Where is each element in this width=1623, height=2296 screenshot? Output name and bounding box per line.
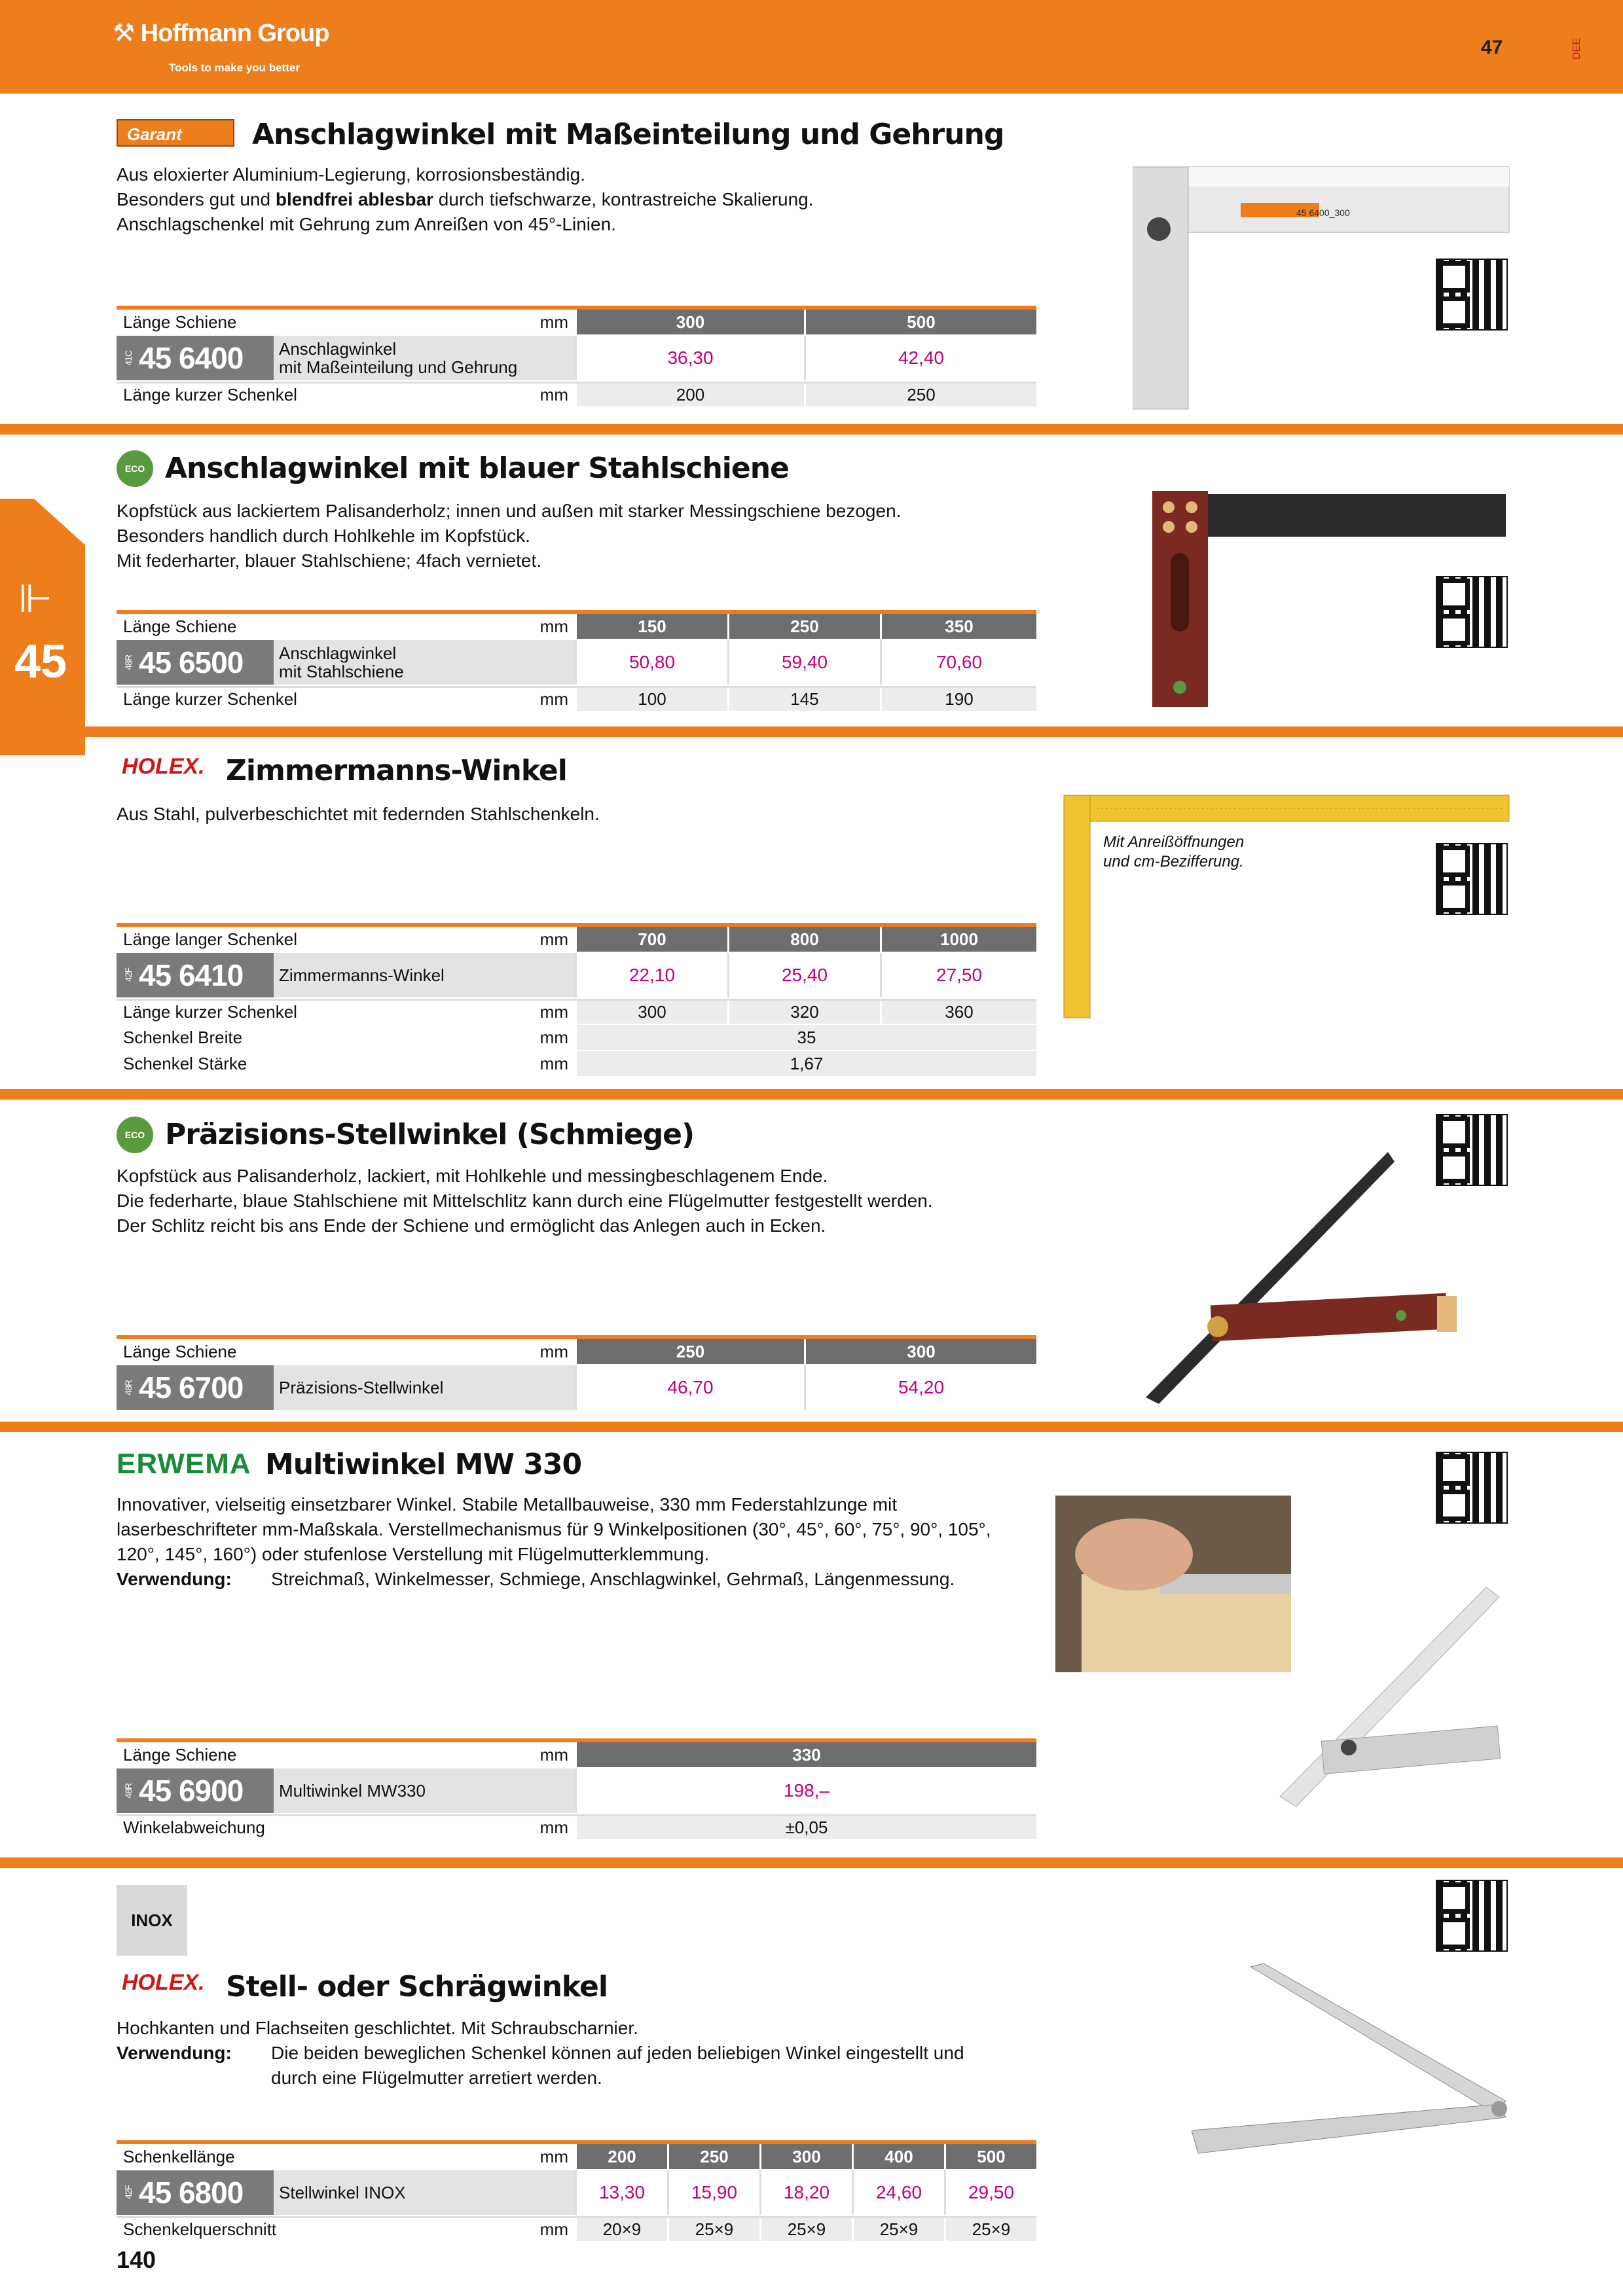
- row-label: Länge langer Schenkel: [123, 929, 297, 949]
- desc-line: Anschlagschenkel mit Gehrung zum Anreißen von 45°-Linien.: [117, 214, 616, 234]
- article-number[interactable]: [117, 2170, 274, 2215]
- text: Zimmermanns-Winkel: [279, 965, 445, 985]
- size-header: 800: [727, 927, 880, 952]
- text: Anschlagwinkel: [279, 643, 397, 663]
- product-photo-in-use: [1055, 1496, 1291, 1672]
- section-title: Anschlagwinkel mit Maßeinteilung und Gehrung: [252, 118, 1004, 151]
- price: 13,30: [575, 2170, 667, 2215]
- article-number[interactable]: [117, 640, 274, 685]
- table-row: [117, 2170, 1036, 2216]
- table-row: [117, 1025, 1036, 1051]
- row-label: Länge Schiene: [123, 312, 237, 332]
- section-title: Zimmermanns-Winkel: [226, 754, 567, 787]
- text: Multiwinkel MW330: [279, 1781, 426, 1801]
- unit: mm: [539, 312, 568, 332]
- text: Anschlagwinkel: [279, 339, 397, 359]
- table-row: [117, 1339, 1036, 1365]
- qr-code-icon[interactable]: [1436, 843, 1508, 915]
- section-separator: [0, 726, 1623, 737]
- price: 54,20: [804, 1365, 1036, 1410]
- article-code: 41C: [123, 350, 134, 366]
- article-code: 48R: [123, 655, 134, 670]
- desc-line: Die federharte, blaue Stahlschiene mit Mittelschlitz kann durch eine Flügelmutter festgestellt werden.: [117, 1191, 933, 1211]
- unit: mm: [539, 1027, 568, 1047]
- unit: mm: [539, 616, 568, 636]
- row-label: Schenkelquerschnitt: [123, 2219, 277, 2239]
- size-header: 200: [575, 2144, 667, 2169]
- logo-icon: ⚒: [113, 20, 141, 47]
- section-title: Präzisions-Stellwinkel (Schmiege): [165, 1118, 695, 1151]
- section-description: [117, 1492, 991, 1592]
- desc-line: Hochkanten und Flachseiten geschlichtet. Mit Schraubscharnier.: [117, 2018, 638, 2038]
- caliper-icon: ⊩: [18, 577, 53, 620]
- text: Stellwinkel INOX: [279, 2183, 406, 2202]
- language-tag: DEE: [1571, 38, 1582, 60]
- unit: mm: [539, 1341, 568, 1361]
- article-name: [274, 2170, 575, 2215]
- desc-line: Kopfstück aus lackiertem Palisanderholz; innen und außen mit starker Messingschiene bezogen.: [117, 501, 902, 521]
- size-header: 300: [804, 1339, 1036, 1364]
- article-name: [274, 336, 575, 380]
- row-label: Länge Schiene: [123, 1341, 237, 1361]
- table-row: [117, 927, 1036, 953]
- article-id: 45 6410: [139, 958, 244, 992]
- usage-line: [117, 2041, 964, 2066]
- size-header: 500: [804, 310, 1036, 334]
- table-row: [117, 686, 1036, 712]
- unit: mm: [539, 2146, 568, 2166]
- usage-line: [117, 1567, 991, 1592]
- row-label: Schenkel Breite: [123, 1027, 243, 1047]
- value-cell: 145: [727, 688, 880, 711]
- value-cell: 25×9: [944, 2218, 1036, 2241]
- product-table: [117, 923, 1036, 1077]
- inox-badge: INOX: [117, 1885, 187, 1956]
- row-label: Länge kurzer Schenkel: [123, 689, 297, 709]
- table-row: [117, 1814, 1036, 1840]
- desc-line: Besonders handlich durch Hohlkehle im Kopfstück.: [117, 526, 530, 546]
- section-separator: [0, 1857, 1623, 1868]
- price: 18,20: [759, 2170, 852, 2215]
- value-cell: 250: [804, 384, 1036, 406]
- price: 27,50: [880, 953, 1036, 997]
- unit: mm: [539, 1053, 568, 1073]
- table-row: [117, 336, 1036, 382]
- qr-code-icon[interactable]: [1436, 1880, 1508, 1952]
- table-row: [117, 999, 1036, 1025]
- desc-line: Innovativer, vielseitig einsetzbarer Winkel. Stabile Metallbauweise, 330 mm Federstahlzunge mit: [117, 1494, 898, 1515]
- product-table: [117, 306, 1036, 408]
- text: Präzisions-Stellwinkel: [279, 1378, 444, 1397]
- table-row: [117, 953, 1036, 999]
- desc-line: 120°, 145°, 160°) oder stufenlose Verstellung mit Flügelmutterklemmung.: [117, 1544, 710, 1564]
- value-cell: 320: [727, 1001, 880, 1024]
- article-code: 42F: [123, 968, 134, 982]
- row-label: Schenkel Stärke: [123, 1053, 247, 1073]
- size-header: 300: [759, 2144, 852, 2169]
- section-separator: [0, 1422, 1623, 1432]
- text: mit Maßeinteilung und Gehrung: [279, 357, 518, 377]
- brand-label: Garant: [127, 124, 182, 144]
- price: 22,10: [575, 953, 727, 997]
- size-header: 300: [575, 310, 804, 334]
- value-cell: ±0,05: [575, 1816, 1036, 1839]
- product-table: [117, 1335, 1036, 1411]
- eco-logo: ECO: [117, 1117, 153, 1153]
- chapter-tab: [0, 499, 85, 755]
- size-header: 330: [575, 1742, 1036, 1767]
- row-label: Länge Schiene: [123, 1744, 237, 1765]
- product-image-multiwinkel: [1270, 1584, 1506, 1813]
- article-number[interactable]: [117, 953, 274, 997]
- qr-code-icon[interactable]: [1436, 576, 1508, 648]
- section-title: Anschlagwinkel mit blauer Stahlschiene: [165, 452, 789, 485]
- product-table: [117, 610, 1036, 712]
- text: mit Stahlschiene: [279, 662, 404, 681]
- value-cell: 25×9: [667, 2218, 759, 2241]
- unit: mm: [539, 1744, 568, 1765]
- holex-logo: HOLEX.: [122, 754, 205, 779]
- table-row: [117, 2216, 1036, 2242]
- holex-logo: HOLEX.: [122, 1970, 205, 1995]
- tagline: Tools to make you better: [169, 62, 300, 74]
- table-row: [117, 614, 1036, 640]
- price: 36,30: [575, 336, 804, 380]
- garant-logo: [117, 119, 234, 147]
- row-label: Länge kurzer Schenkel: [123, 385, 297, 404]
- usage-text: Streichmaß, Winkelmesser, Schmiege, Anschlagwinkel, Gehrmaß, Längenmessung.: [271, 1569, 955, 1589]
- row-label: Schenkellänge: [123, 2146, 235, 2166]
- value-cell: 1,67: [575, 1051, 1036, 1076]
- article-id: 45 6500: [139, 645, 244, 679]
- article-name: [274, 953, 575, 997]
- qr-code-icon[interactable]: [1436, 259, 1508, 331]
- qr-code-icon[interactable]: [1436, 1452, 1508, 1524]
- size-header: 350: [880, 614, 1036, 639]
- price: 42,40: [804, 336, 1036, 380]
- article-id: 45 6700: [139, 1371, 244, 1405]
- value-cell: 35: [575, 1025, 1036, 1050]
- price: 29,50: [944, 2170, 1036, 2215]
- desc-line: Mit federharter, blauer Stahlschiene; 4fach vernietet.: [117, 550, 542, 571]
- value-cell: 25×9: [759, 2218, 852, 2241]
- row-label: Länge kurzer Schenkel: [123, 1002, 297, 1022]
- unit: mm: [539, 385, 568, 404]
- section-description: [117, 499, 901, 573]
- size-header: 500: [944, 2144, 1036, 2169]
- section-description: Aus Stahl, pulverbeschichtet mit federnden Stahlschenkeln.: [117, 804, 600, 824]
- table-row: [117, 310, 1036, 336]
- section-title: Stell- oder Schrägwinkel: [226, 1970, 608, 2003]
- desc-line: [117, 187, 814, 212]
- size-header: 250: [667, 2144, 759, 2169]
- product-table: [117, 1738, 1036, 1840]
- text: und cm-Bezifferung.: [1103, 853, 1244, 870]
- product-image-sliding-bevel: [1192, 1964, 1519, 2173]
- value-cell: 190: [880, 688, 1036, 711]
- section-separator: [0, 424, 1623, 435]
- price: 198,–: [575, 1768, 1036, 1813]
- desc-line: Kopfstück aus Palisanderholz, lackiert, mit Hohlkehle und messingbeschlagenem Ende.: [117, 1166, 828, 1186]
- section-description: [117, 162, 814, 237]
- price: 70,60: [880, 640, 1036, 685]
- usage-text: durch eine Flügelmutter arretiert werden.: [271, 2068, 602, 2088]
- size-header: 1000: [880, 927, 1036, 952]
- usage-label: Verwendung:: [117, 2043, 232, 2063]
- article-code: 42F: [123, 2185, 134, 2200]
- eco-logo: ECO: [117, 450, 153, 487]
- product-image-bevel: [1133, 1149, 1460, 1410]
- usage-text: Die beiden beweglichen Schenkel können auf jeden beliebigen Winkel eingestellt und: [271, 2043, 964, 2063]
- text: Mit Anreißöffnungen: [1103, 833, 1245, 851]
- article-id: 45 6800: [139, 2176, 244, 2210]
- page-number: 140: [117, 2246, 156, 2273]
- unit: mm: [539, 929, 568, 949]
- text: durch tiefschwarze, kontrastreiche Skalierung.: [433, 189, 814, 209]
- section-separator: [0, 1089, 1623, 1100]
- table-row: [117, 1051, 1036, 1077]
- value-cell: 300: [575, 1001, 727, 1024]
- price: 50,80: [575, 640, 727, 685]
- article-name: [274, 640, 575, 685]
- erwema-logo: ERWEMA: [117, 1448, 251, 1480]
- table-row: [117, 640, 1036, 686]
- size-header: 250: [575, 1339, 804, 1364]
- table-row: [117, 1768, 1036, 1814]
- size-header: 700: [575, 927, 727, 952]
- product-table: [117, 2140, 1036, 2242]
- value-cell: 200: [575, 384, 804, 406]
- size-header: 150: [575, 614, 727, 639]
- article-id: 45 6900: [139, 1774, 244, 1808]
- brand-name: Hoffmann Group: [140, 20, 329, 47]
- brand-logo: [113, 18, 329, 48]
- article-id: 45 6400: [139, 341, 244, 375]
- article-number[interactable]: [117, 1768, 274, 1813]
- value-cell: 25×9: [852, 2218, 944, 2241]
- value-cell: 100: [575, 688, 727, 711]
- table-row: [117, 2144, 1036, 2170]
- unit: mm: [539, 689, 568, 709]
- desc-line: Der Schlitz reicht bis ans Ende der Schiene und ermöglicht das Anlegen auch in Ecken.: [117, 1215, 826, 1236]
- article-name: [274, 1768, 575, 1813]
- size-header: 400: [852, 2144, 944, 2169]
- row-label: Länge Schiene: [123, 616, 237, 636]
- unit: mm: [539, 1818, 568, 1837]
- article-number[interactable]: [117, 1365, 274, 1410]
- text: Besonders gut und: [117, 189, 276, 209]
- value-cell: 20×9: [575, 2218, 667, 2241]
- image-note: [1103, 833, 1244, 872]
- section-description: [117, 2016, 964, 2090]
- table-row: [117, 1365, 1036, 1411]
- image-label: 45 6400_300: [1296, 207, 1350, 218]
- chapter-number: 45: [14, 636, 67, 688]
- value-cell: 360: [880, 1001, 1036, 1024]
- unit: mm: [539, 2219, 568, 2239]
- text-bold: blendfrei ablesbar: [275, 189, 434, 209]
- desc-line: laserbeschrifteter mm-Maßskala. Verstellmechanismus für 9 Winkelpositionen (30°, 45°, 60°, 75°, 90°, 105°,: [117, 1519, 991, 1539]
- desc-line: Aus eloxierter Aluminium-Legierung, korrosionsbeständig.: [117, 164, 585, 185]
- usage-label: Verwendung:: [117, 1569, 232, 1589]
- article-name: [274, 1365, 575, 1410]
- catalog-page-number: 47: [1481, 37, 1503, 58]
- table-row: [117, 382, 1036, 408]
- price: 46,70: [575, 1365, 804, 1410]
- price: 24,60: [852, 2170, 944, 2215]
- article-code: 48R: [123, 1783, 134, 1799]
- section-title: Multiwinkel MW 330: [265, 1448, 582, 1481]
- price: 59,40: [727, 640, 880, 685]
- table-row: [117, 1742, 1036, 1768]
- price: 15,90: [667, 2170, 759, 2215]
- row-label: Winkelabweichung: [123, 1818, 265, 1837]
- section-description: [117, 1164, 933, 1238]
- qr-code-icon[interactable]: [1436, 1114, 1508, 1186]
- price: 25,40: [727, 953, 880, 997]
- article-number[interactable]: [117, 336, 274, 380]
- article-code: 48R: [123, 1380, 134, 1395]
- size-header: 250: [727, 614, 880, 639]
- unit: mm: [539, 1002, 568, 1022]
